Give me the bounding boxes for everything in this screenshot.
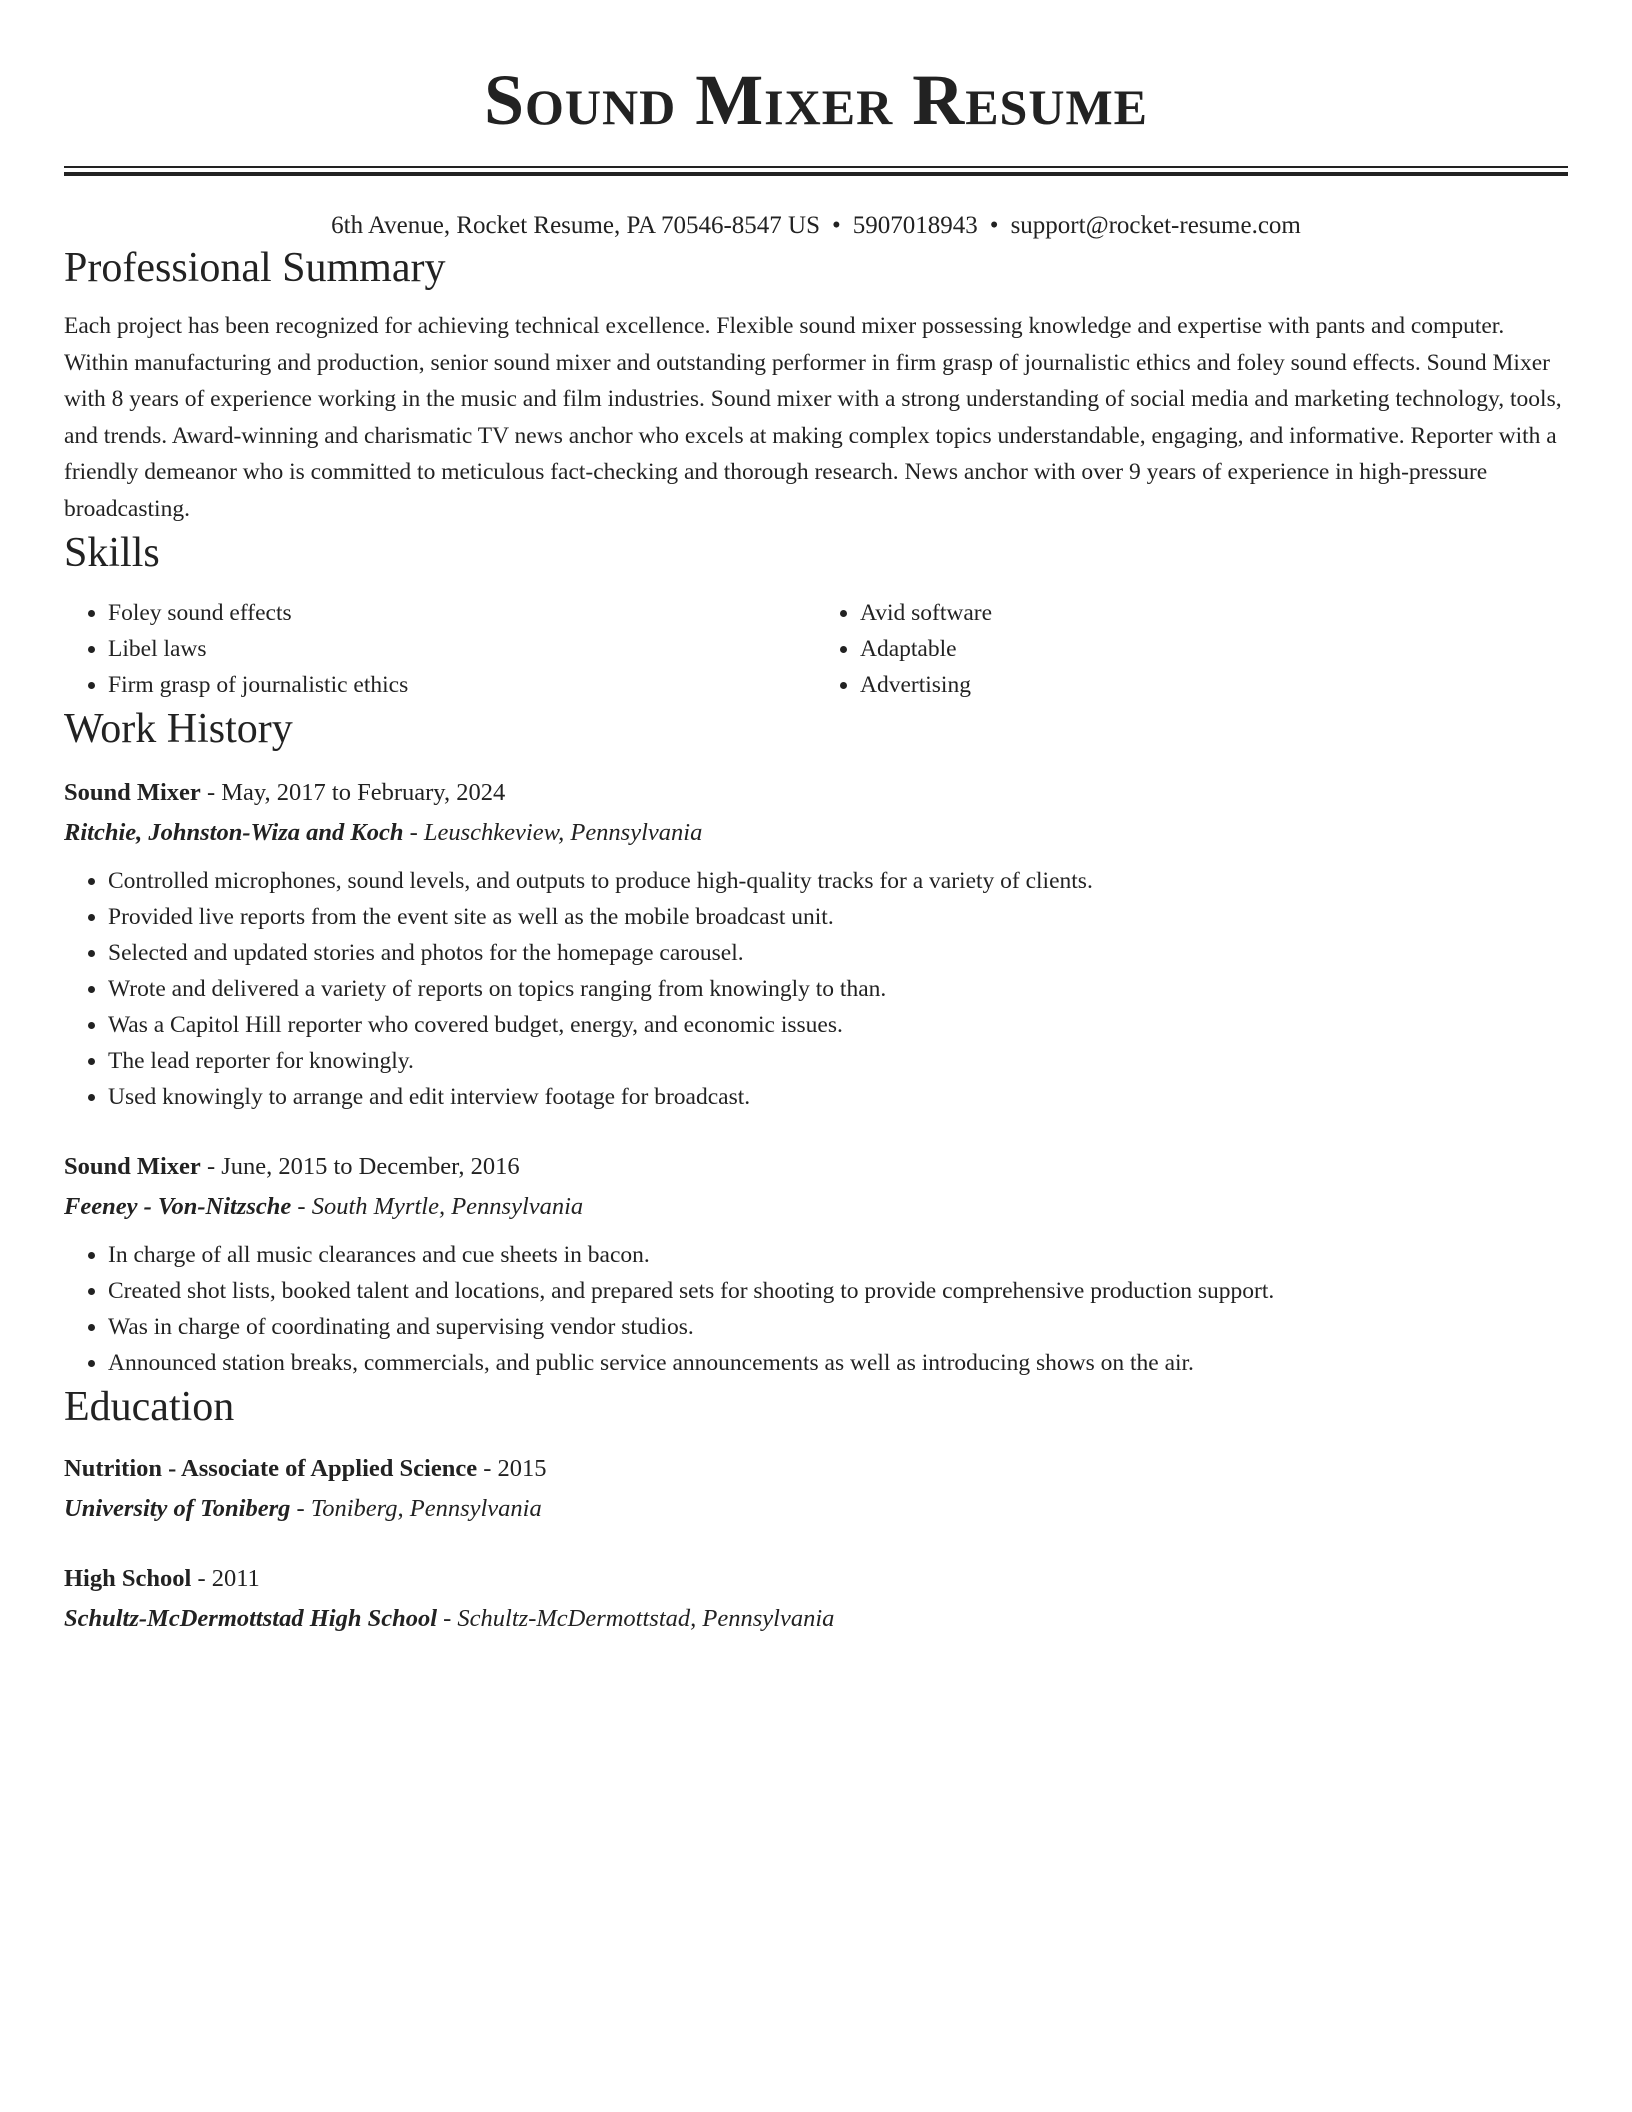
job-header xyxy=(64,1147,1568,1187)
contact-separator: • xyxy=(832,212,841,239)
skill-item: • Advertising xyxy=(860,667,1568,703)
education-location: - Toniberg, Pennsylvania xyxy=(290,1495,542,1522)
education-year: - 2015 xyxy=(477,1455,547,1482)
skills-column-right xyxy=(816,595,1568,703)
job-bullet: • Created shot lists, booked talent and locations, and prepared sets for shooting to provide comprehensive production support. xyxy=(108,1273,1568,1309)
education-school-line xyxy=(64,1599,1568,1639)
job-bullet: • Used knowingly to arrange and edit interview footage for broadcast. xyxy=(108,1079,1568,1115)
contact-address: 6th Avenue, Rocket Resume, PA 70546-8547 US xyxy=(331,212,821,239)
contact-email: support@rocket-resume.com xyxy=(1010,212,1301,239)
contact-phone: 5907018943 xyxy=(852,212,978,239)
job-bullet: • Provided live reports from the event site as well as the mobile broadcast unit. xyxy=(108,899,1568,935)
education-heading: Education xyxy=(64,1384,235,1430)
job-entry xyxy=(64,1147,1568,1381)
summary-heading: Professional Summary xyxy=(64,245,446,291)
job-header xyxy=(64,773,1568,813)
education-entry xyxy=(64,1449,1568,1529)
job-dates: - May, 2017 to February, 2024 xyxy=(200,779,506,806)
job-bullets xyxy=(64,863,1568,1115)
work-history-heading: Work History xyxy=(64,706,293,752)
education-year: - 2011 xyxy=(191,1565,260,1592)
job-bullet: • The lead reporter for knowingly. xyxy=(108,1043,1568,1079)
education-location: - Schultz-McDermottstad, Pennsylvania xyxy=(437,1605,835,1632)
skill-item: • Avid software xyxy=(860,595,1568,631)
education-header xyxy=(64,1449,1568,1489)
job-location: - Leuschkeview, Pennsylvania xyxy=(403,819,703,846)
title-divider xyxy=(64,166,1568,176)
education-school-line xyxy=(64,1489,1568,1529)
skill-item: • Foley sound effects xyxy=(108,595,816,631)
job-entry xyxy=(64,773,1568,1115)
job-bullet: • In charge of all music clearances and cue sheets in bacon. xyxy=(108,1237,1568,1273)
job-location: - South Myrtle, Pennsylvania xyxy=(291,1193,584,1220)
job-dates: - June, 2015 to December, 2016 xyxy=(200,1153,520,1180)
summary-text: Each project has been recognized for achieving technical excellence. Flexible sound mixer possessing knowledge and expertise with pants and computer. Within manufacturing and production, senior sound mixer and outstanding performer in firm grasp of journalistic ethics and foley sound effects. Sound Mixer with 8 years of experience working in the music and film industries. Sound mixer with a strong understanding of social media and marketing technology, tools, and trends. Award-winning and charismatic TV news anchor who excels at making complex topics understandable, engaging, and informative. Reporter with a friendly demeanor who is committed to meticulous fact-checking and thorough research. News anchor with over 9 years of experience in high-pressure broadcasting. xyxy=(64,313,1562,522)
job-bullet: • Was a Capitol Hill reporter who covered budget, energy, and economic issues. xyxy=(108,1007,1568,1043)
job-company: Feeney - Von-Nitzsche xyxy=(64,1193,292,1220)
resume-page xyxy=(64,0,1568,1639)
contact-line xyxy=(64,210,1568,242)
job-bullet: • Was in charge of coordinating and supervising vendor studios. xyxy=(108,1309,1568,1345)
job-bullet: • Selected and updated stories and photos for the homepage carousel. xyxy=(108,935,1568,971)
job-bullet: • Announced station breaks, commercials, and public service announcements as well as introducing shows on the air. xyxy=(108,1345,1568,1381)
skill-item: • Adaptable xyxy=(860,631,1568,667)
job-employer xyxy=(64,1187,1568,1227)
job-bullet: • Controlled microphones, sound levels, and outputs to produce high-quality tracks for a variety of clients. xyxy=(108,863,1568,899)
skills-column-left xyxy=(64,595,816,703)
education-header xyxy=(64,1559,1568,1599)
contact-separator: • xyxy=(989,212,999,239)
job-title: Sound Mixer xyxy=(64,779,201,806)
job-company: Ritchie, Johnston-Wiza and Koch xyxy=(64,819,404,846)
skills-grid xyxy=(64,595,1568,703)
skill-item: • Libel laws xyxy=(108,631,816,667)
education-school: Schultz-McDermottstad High School xyxy=(64,1605,438,1632)
resume-title: Sound Mixer Resume xyxy=(483,60,1149,140)
education-entry xyxy=(64,1559,1568,1639)
job-title: Sound Mixer xyxy=(64,1153,201,1180)
job-employer xyxy=(64,813,1568,853)
skills-heading: Skills xyxy=(64,530,160,576)
job-bullets xyxy=(64,1237,1568,1381)
skill-item: • Firm grasp of journalistic ethics xyxy=(108,667,816,703)
education-degree: High School xyxy=(64,1565,192,1592)
job-bullet: • Wrote and delivered a variety of reports on topics ranging from knowingly to than. xyxy=(108,971,1568,1007)
education-degree: Nutrition - Associate of Applied Science xyxy=(64,1455,478,1482)
education-school: University of Toniberg xyxy=(64,1495,291,1522)
